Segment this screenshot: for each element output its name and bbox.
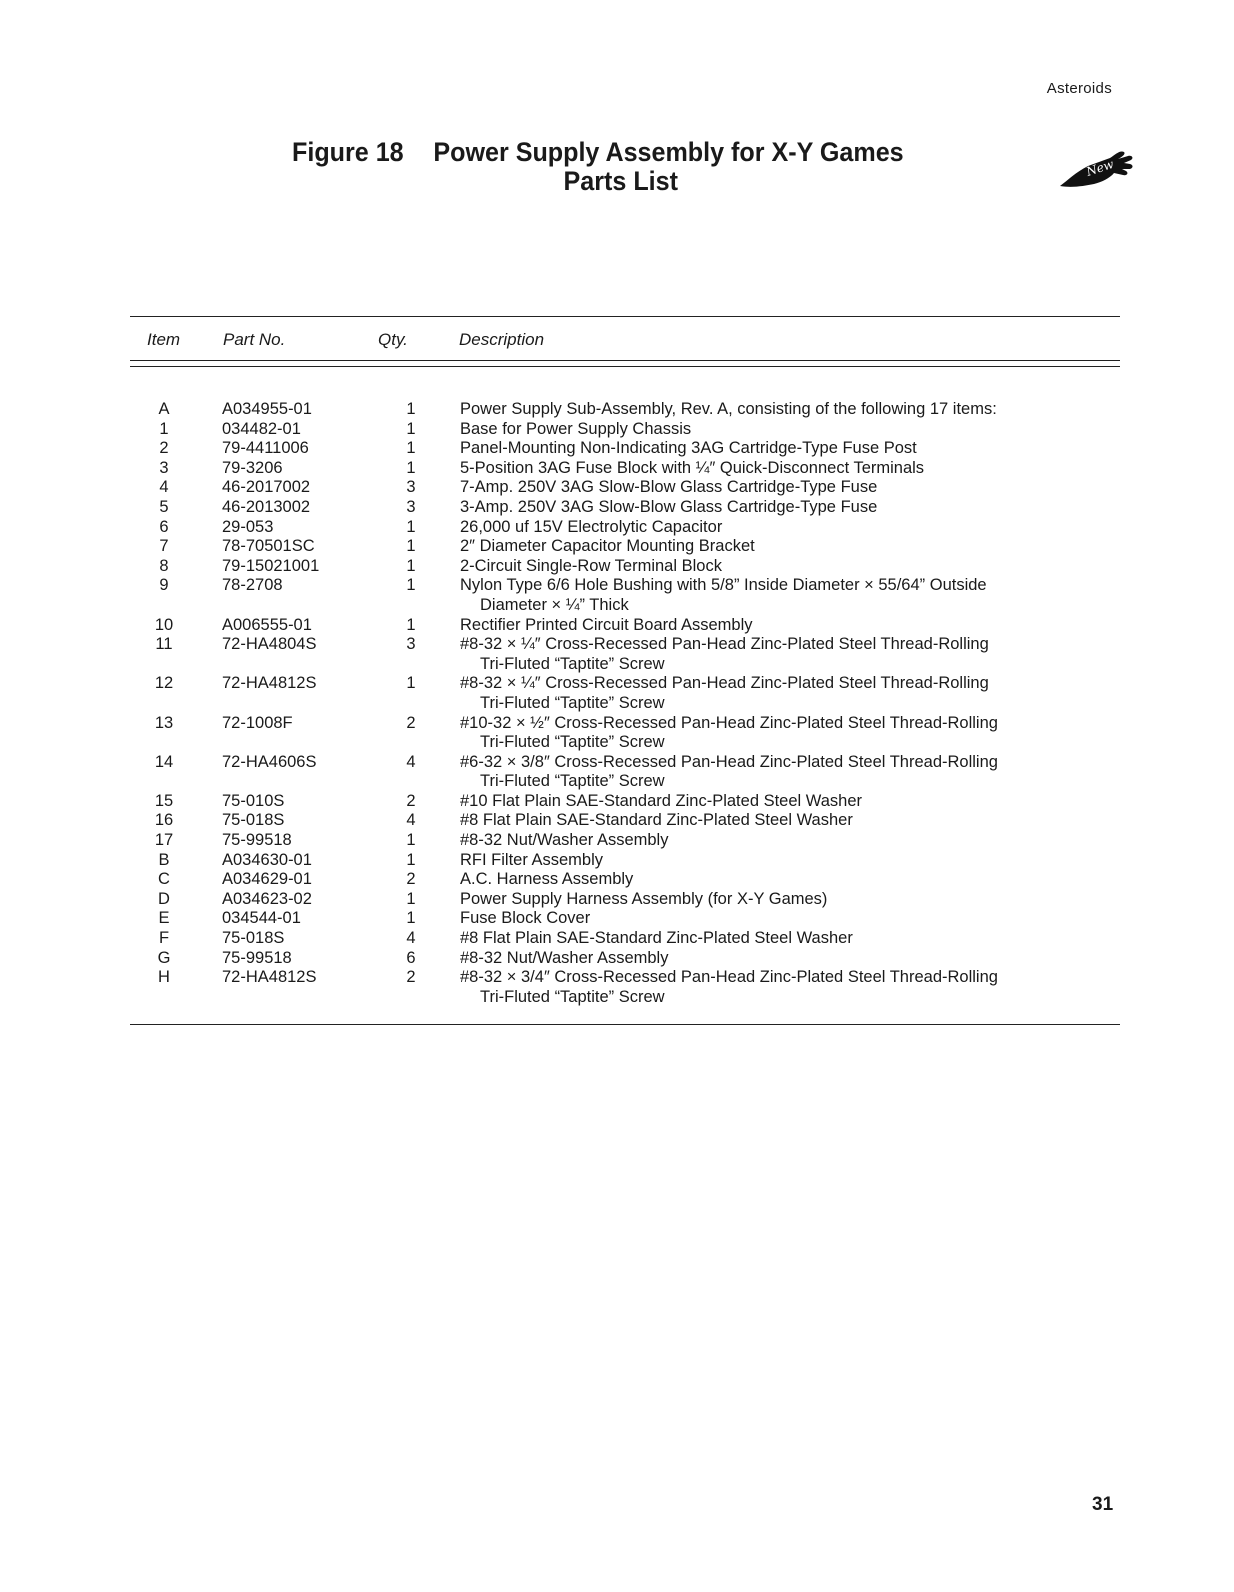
description-cell [460,929,1120,949]
item-cell: 6 [159,517,169,536]
table-row [130,968,1120,1007]
quantity-cell: 1 [406,889,416,908]
item-cell: 10 [154,615,174,634]
table-top-rule [130,316,1120,317]
item-cell: 13 [154,713,174,732]
quantity-cell: 3 [406,478,416,497]
quantity-cell: 1 [406,400,416,418]
description-line: 2″ Diameter Capacitor Mounting Bracket [460,537,755,556]
figure-title: Power Supply Assembly for X-Y Games [433,137,904,167]
description-cell [460,557,1120,577]
quantity-cell: 1 [406,537,416,556]
item-cell: H [158,968,170,987]
item-cell: 8 [159,556,169,575]
description-cell [460,909,1120,929]
description-cell [460,792,1120,812]
description-continuation: Tri-Fluted “Taptite” Screw [480,654,665,673]
table-row [130,459,1120,479]
item-cell: 3 [159,458,169,477]
item-cell: E [158,909,170,928]
part-number-cell: 75-99518 [222,948,292,967]
description-line: Base for Power Supply Chassis [460,419,692,438]
table-row [130,498,1120,518]
description-cell [460,831,1120,851]
description-line: 26,000 uf 15V Electrolytic Capacitor [460,517,723,536]
part-number-cell: 79-4411006 [222,439,309,458]
table-row [130,870,1120,890]
running-header: Asteroids [1046,80,1112,97]
table-row [130,890,1120,910]
quantity-cell: 3 [406,635,416,654]
header-rule-2 [130,366,1120,367]
part-number-cell: 79-15021001 [222,556,320,575]
quantity-cell: 1 [406,674,416,693]
description-continuation: Tri-Fluted “Taptite” Screw [480,772,665,791]
quantity-cell: 2 [406,713,416,732]
description-continuation: Tri-Fluted “Taptite” Screw [480,733,665,752]
item-cell: 5 [159,497,169,516]
quantity-cell: 1 [406,419,416,438]
table-row [130,537,1120,557]
description-line: Power Supply Sub-Assembly, Rev. A, consisting of the following 17 items: [460,400,997,418]
parts-table-body [130,400,1120,1007]
quantity-cell: 1 [406,850,416,869]
description-line: #8-32 Nut/Washer Assembly [460,948,669,967]
part-number-cell: 75-018S [222,811,285,830]
description-cell [460,576,1120,615]
column-header-part: Part No. [223,330,286,349]
table-row [130,929,1120,949]
table-row [130,831,1120,851]
description-cell [460,635,1120,674]
table-row [130,518,1120,538]
description-line: Rectifier Printed Circuit Board Assembly [460,615,753,634]
description-cell [460,870,1120,890]
part-number-cell: 46-2013002 [222,497,311,516]
table-row [130,478,1120,498]
quantity-cell: 3 [406,497,416,516]
description-cell [460,478,1120,498]
description-line: #10 Flat Plain SAE-Standard Zinc-Plated Steel Washer [460,791,863,810]
table-row [130,557,1120,577]
description-cell [460,714,1120,753]
description-cell [460,674,1120,713]
table-row [130,616,1120,636]
quantity-cell: 2 [406,791,416,810]
quantity-cell: 1 [406,831,416,850]
table-row [130,792,1120,812]
description-cell [460,439,1120,459]
table-row [130,811,1120,831]
description-continuation: Diameter × ¼” Thick [480,595,629,614]
part-number-cell: A034955-01 [222,400,312,418]
table-row [130,674,1120,713]
description-cell [460,968,1120,1007]
item-cell: 17 [154,831,174,850]
description-line: Nylon Type 6/6 Hole Bushing with 5/8” Inside Diameter × 55/64” Outside [460,576,987,595]
description-line: 5-Position 3AG Fuse Block with ¼″ Quick-Disconnect Terminals [460,458,925,477]
item-cell: C [158,870,170,889]
header-rule-1 [130,360,1120,361]
part-number-cell: A034630-01 [222,850,312,869]
part-number-cell: 72-HA4804S [222,635,317,654]
description-cell [460,851,1120,871]
description-line: #8-32 × ¼″ Cross-Recessed Pan-Head Zinc-Plated Steel Thread-Rolling [460,635,989,654]
quantity-cell: 6 [406,948,416,967]
description-line: Fuse Block Cover [460,909,591,928]
part-number-cell: 72-HA4606S [222,752,317,771]
table-row [130,949,1120,969]
table-row [130,420,1120,440]
part-number-cell: A034629-01 [222,870,312,889]
part-number-cell: 72-HA4812S [222,674,317,693]
quantity-cell: 1 [406,576,416,595]
description-cell [460,811,1120,831]
item-cell: B [158,850,170,869]
part-number-cell: 034544-01 [222,909,301,928]
description-cell [460,498,1120,518]
quantity-cell: 1 [406,556,416,575]
description-line: #10-32 × ½″ Cross-Recessed Pan-Head Zinc-Plated Steel Thread-Rolling [460,713,998,732]
description-line: #8-32 Nut/Washer Assembly [460,831,669,850]
page-title [292,138,943,196]
table-row [130,400,1120,420]
quantity-cell: 4 [406,929,416,948]
description-line: 2-Circuit Single-Row Terminal Block [460,556,722,575]
part-number-cell: A006555-01 [222,615,312,634]
table-row [130,851,1120,871]
description-line: #8-32 × 3/4″ Cross-Recessed Pan-Head Zinc-Plated Steel Thread-Rolling [460,968,998,987]
figure-subtitle: Parts List [563,166,678,196]
quantity-cell: 1 [406,909,416,928]
part-number-cell: 78-2708 [222,576,283,595]
part-number-cell: A034623-02 [222,889,312,908]
quantity-cell: 4 [406,811,416,830]
item-cell: 9 [159,576,169,595]
description-line: #6-32 × 3/8″ Cross-Recessed Pan-Head Zinc-Plated Steel Thread-Rolling [460,752,998,771]
description-cell [460,890,1120,910]
description-line: RFI Filter Assembly [460,850,604,869]
part-number-cell: 75-018S [222,929,285,948]
item-cell: F [158,929,170,948]
part-number-cell: 46-2017002 [222,478,311,497]
description-line: #8 Flat Plain SAE-Standard Zinc-Plated Steel Washer [460,811,853,830]
table-row [130,439,1120,459]
description-continuation: Tri-Fluted “Taptite” Screw [480,987,665,1006]
description-cell [460,949,1120,969]
new-badge-label: New [1084,156,1116,179]
description-cell [460,420,1120,440]
description-cell [460,459,1120,479]
description-line: Panel-Mounting Non-Indicating 3AG Cartridge-Type Fuse Post [460,439,917,458]
table-row [130,909,1120,929]
part-number-cell: 72-HA4812S [222,968,317,987]
table-row [130,576,1120,615]
quantity-cell: 1 [406,458,416,477]
quantity-cell: 1 [406,615,416,634]
quantity-cell: 2 [406,968,416,987]
part-number-cell: 78-70501SC [222,537,315,556]
column-header-qty: Qty. [378,330,408,349]
description-line: A.C. Harness Assembly [460,870,634,889]
part-number-cell: 29-053 [222,517,274,536]
quantity-cell: 4 [406,752,416,771]
item-cell: A [158,400,170,418]
item-cell: 1 [159,419,169,438]
item-cell: 15 [154,791,174,810]
description-cell [460,753,1120,792]
column-header-description: Description [459,330,545,349]
description-continuation: Tri-Fluted “Taptite” Screw [480,693,665,712]
quantity-cell: 1 [406,517,416,536]
description-cell [460,616,1120,636]
part-number-cell: 79-3206 [222,458,283,477]
part-number-cell: 034482-01 [222,419,301,438]
part-number-cell: 75-99518 [222,831,292,850]
description-line: #8-32 × ¼″ Cross-Recessed Pan-Head Zinc-Plated Steel Thread-Rolling [460,674,989,693]
item-cell: 7 [159,537,169,556]
item-cell: 12 [154,674,174,693]
new-pointing-hand-icon [1058,148,1136,194]
table-row [130,714,1120,753]
item-cell: 14 [154,752,174,771]
description-line: Power Supply Harness Assembly (for X-Y Games) [460,889,828,908]
description-line: 3-Amp. 250V 3AG Slow-Blow Glass Cartridge-Type Fuse [460,497,878,516]
description-cell [460,400,1120,420]
item-cell: 4 [159,478,169,497]
description-line: #8 Flat Plain SAE-Standard Zinc-Plated Steel Washer [460,929,853,948]
table-row [130,635,1120,674]
table-row [130,753,1120,792]
item-cell: 16 [154,811,174,830]
quantity-cell: 1 [406,439,416,458]
description-cell [460,518,1120,538]
item-cell: G [157,948,171,967]
item-cell: 2 [159,439,169,458]
item-cell: D [158,889,170,908]
page-number: 31 [1092,1494,1114,1515]
description-line: 7-Amp. 250V 3AG Slow-Blow Glass Cartridge-Type Fuse [460,478,878,497]
column-header-item: Item [147,330,181,349]
description-cell [460,537,1120,557]
item-cell: 11 [155,635,173,654]
figure-number: Figure 18 [292,137,404,167]
table-bottom-rule [130,1024,1120,1025]
part-number-cell: 72-1008F [222,713,293,732]
quantity-cell: 2 [406,870,416,889]
part-number-cell: 75-010S [222,791,285,810]
